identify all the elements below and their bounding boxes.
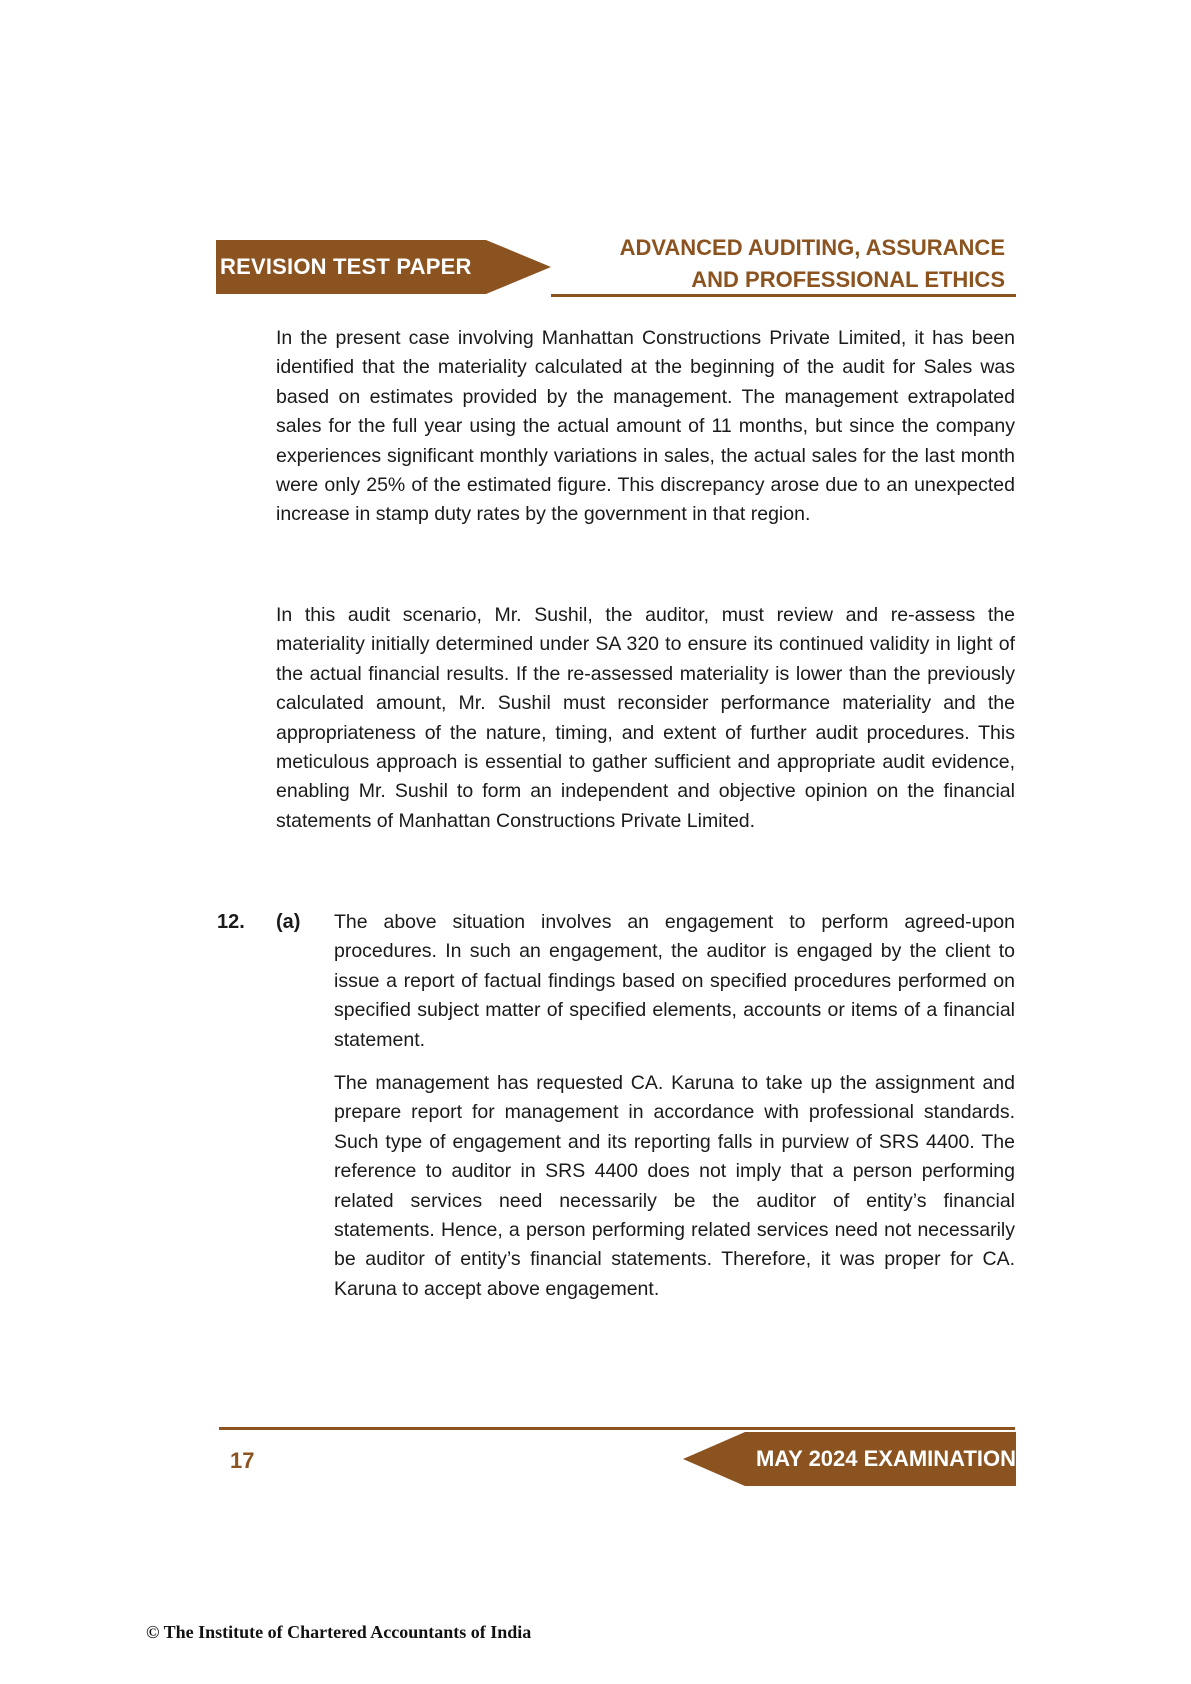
- question-sub-label: (a): [276, 911, 301, 933]
- copyright-notice: © The Institute of Chartered Accountants of India: [146, 1622, 532, 1642]
- paragraph-4: The management has requested CA. Karuna to take up the assignment and prepare report for management in accordance with professional standards. Such type of engagement and its reporting falls in purview of SRS 4400. The reference to auditor in SRS 4400 does not imply that a person performing related services need necessarily be the auditor of entity’s financial statements. Hence, a person performing related services need not necessarily be auditor of entity’s financial statements. Therefore, it was proper for CA. Karuna to accept above engagement.: [334, 1072, 1015, 1300]
- header-rule: [551, 294, 1016, 297]
- footer-rule: [219, 1427, 1015, 1430]
- header-title-line1: ADVANCED AUDITING, ASSURANCE: [619, 235, 1005, 260]
- question-number: 12.: [217, 911, 245, 933]
- header-title: [545, 232, 1005, 296]
- paragraph-3: The above situation involves an engagement to perform agreed-upon procedures. In such an engagement, the auditor is engaged by the client to issue a report of factual findings based on specified procedures performed on specified subject matter of specified elements, accounts or items of a financial statement.: [334, 911, 1015, 1051]
- footer-exam-label: MAY 2024 EXAMINATION: [755, 1446, 1016, 1471]
- paragraph-2: In this audit scenario, Mr. Sushil, the auditor, must review and re-assess the materiality initially determined under SA 320 to ensure its continued validity in light of the actual financial results. If the re-assessed materiality is lower than the previously calculated amount, Mr. Sushil must reconsider performance materiality and the appropriateness of the nature, timing, and extent of further audit procedures. This meticulous approach is essential to gather sufficient and appropriate audit evidence, enabling Mr. Sushil to form an independent and objective opinion on the financial statements of Manhattan Constructions Private Limited.: [276, 604, 1015, 832]
- header-title-line2: AND PROFESSIONAL ETHICS: [691, 267, 1005, 292]
- page-number: 17: [230, 1448, 255, 1473]
- header-tag-label: REVISION TEST PAPER: [220, 254, 472, 279]
- paragraph-1: In the present case involving Manhattan Constructions Private Limited, it has been identified that the materiality calculated at the beginning of the audit for Sales was based on estimates provided by the management. The management extrapolated sales for the full year using the actual amount of 11 months, but since the company experiences significant monthly variations in sales, the actual sales for the last month were only 25% of the estimated figure. This discrepancy arose due to an unexpected increase in stamp duty rates by the government in that region.: [276, 327, 1015, 526]
